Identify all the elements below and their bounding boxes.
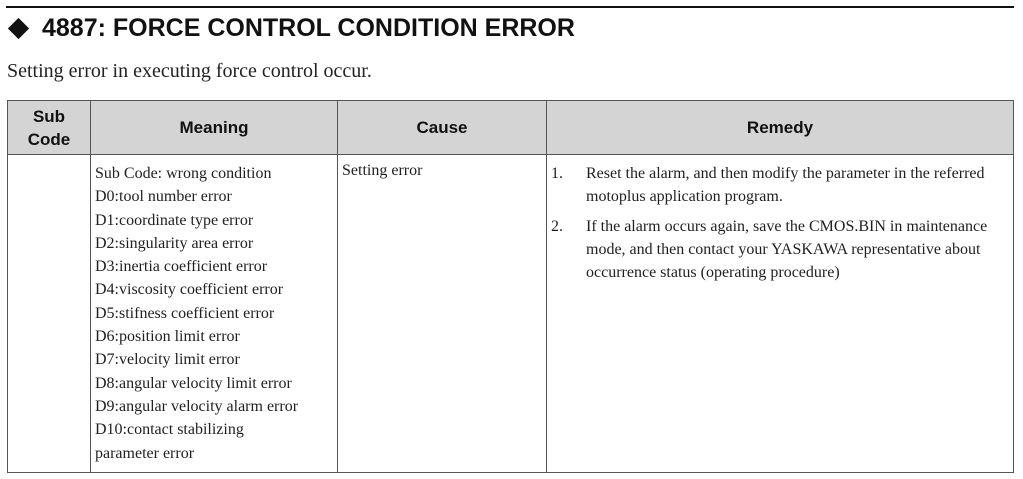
- remedy-step: [551, 215, 1008, 285]
- meaning-line: D8:angular velocity limit error: [95, 374, 292, 392]
- meaning-line: parameter error: [95, 444, 195, 462]
- meaning-line: Sub Code: wrong condition: [95, 165, 272, 182]
- top-rule: [6, 6, 1014, 8]
- meaning-line: D5:stifness coefficient error: [95, 304, 275, 322]
- error-heading: [6, 10, 575, 46]
- remedy-step-text: If the alarm occurs again, save the CMOS.BIN in maintenance mode, and then contact your YASKAWA representative about occurrence status (operating procedure): [586, 217, 988, 282]
- cell-meaning: [91, 155, 338, 473]
- meaning-line: D1:coordinate type error: [95, 211, 254, 229]
- remedy-step-number: 2.: [551, 217, 563, 235]
- meaning-line: D6:position limit error: [95, 328, 240, 346]
- meaning-line: D9:angular velocity alarm error: [95, 397, 299, 415]
- header-sub-code-line1: Sub: [32, 106, 66, 126]
- remedy-step-number: 1.: [551, 165, 563, 182]
- header-remedy: Remedy: [547, 101, 1014, 155]
- meaning-line: D7:velocity limit error: [95, 351, 240, 369]
- error-description: Setting error in executing force control occur.: [7, 60, 372, 82]
- header-meaning: Meaning: [91, 101, 338, 155]
- diamond-bullet-icon: [8, 17, 29, 38]
- table-row: [8, 155, 1014, 473]
- remedy-step: [551, 162, 1008, 209]
- remedy-step-text: Reset the alarm, and then modify the parameter in the referred motoplus application program.: [586, 165, 985, 206]
- remedy-list: [551, 162, 1008, 284]
- cell-cause: Setting error: [338, 155, 547, 473]
- error-table: [7, 100, 1014, 473]
- meaning-line: D2:singularity area error: [95, 234, 254, 252]
- header-sub-code: [8, 101, 91, 155]
- header-cause: Cause: [338, 101, 547, 155]
- meaning-line: D0:tool number error: [95, 188, 232, 206]
- meaning-line: D10:contact stabilizing: [95, 421, 244, 439]
- error-title: 4887: FORCE CONTROL CONDITION ERROR: [42, 13, 575, 42]
- meaning-line: D3:inertia coefficient error: [95, 258, 268, 276]
- cell-sub-code: [8, 155, 91, 473]
- meaning-line: D4:viscosity coefficient error: [95, 281, 284, 299]
- table-header-row: [8, 101, 1014, 155]
- cell-remedy: [547, 155, 1014, 473]
- header-sub-code-line2: Code: [27, 129, 71, 149]
